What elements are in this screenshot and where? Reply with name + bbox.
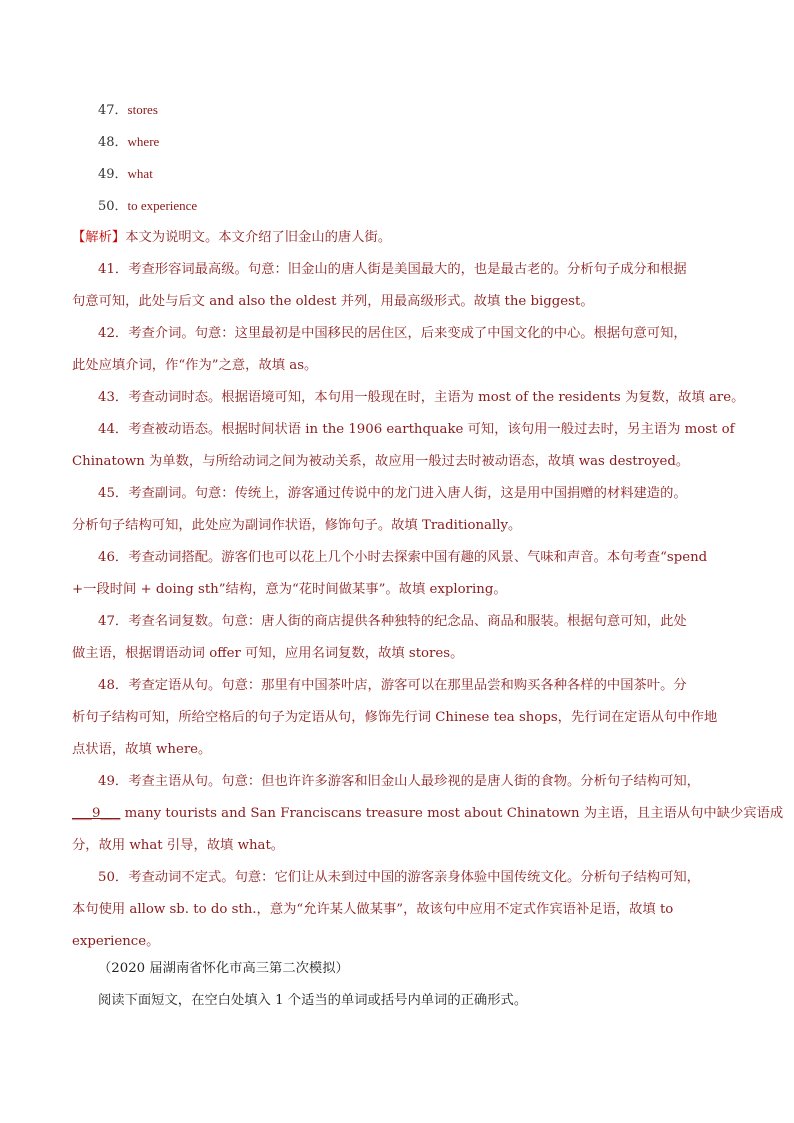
analysis-line xyxy=(72,382,745,414)
analysis-line xyxy=(72,894,722,926)
instruction-text: 阅读下面短文，在空白处填入 1 个适当的单词或括号内单词的正确形式。 xyxy=(98,993,528,1008)
analysis-line xyxy=(72,574,722,606)
analysis-line-text: 43．考查动词时态。根据语境可知，本句用一般现在时，主语为 most of the residents 为复数，故填 are。 xyxy=(98,390,745,405)
analysis-line xyxy=(72,798,784,830)
analysis-line-text: 48．考查定语从句。句意：那里有中国茶叶店，游客可以在那里品尝和购买各种各样的中国茶叶。分 xyxy=(98,678,687,693)
analysis-line xyxy=(72,286,722,318)
analysis-line-text: 析句子结构可知，所给空格后的句子为定语从句，修饰先行词 Chinese tea shops，先行词在定语从句中作地 xyxy=(72,710,718,725)
analysis-line-text: 做主语，根据谓语动词 offer 可知，应用名词复数，故填 stores。 xyxy=(72,646,464,661)
analysis-line xyxy=(72,670,722,702)
analysis-line-text: Chinatown 为单数，与所给动词之间为被动关系，故应用一般过去时被动语态，故填 was destroyed。 xyxy=(72,454,690,469)
analysis-line xyxy=(72,638,722,670)
analysis-line xyxy=(72,350,722,382)
analysis-line xyxy=(72,318,722,350)
answer-number: 49． xyxy=(98,167,128,182)
answer-item xyxy=(98,101,158,120)
analysis-tag: 【解析】 xyxy=(72,230,126,245)
answer-text: what xyxy=(127,166,153,181)
answer-text: stores xyxy=(127,102,158,117)
answer-number: 47． xyxy=(98,103,128,118)
analysis-line-text: experience。 xyxy=(72,934,160,949)
analysis-intro-line xyxy=(72,222,722,254)
analysis-line xyxy=(72,254,722,286)
answer-item xyxy=(98,165,153,184)
analysis-line xyxy=(72,606,722,638)
analysis-line-text: 46．考查动词搭配。游客们也可以花上几个小时去探索中国有趣的风景、气味和声音。本句考查“spend xyxy=(98,550,708,565)
analysis-line-text: 分析句子结构可知，此处应为副词作状语，修饰句子。故填 Traditionally。 xyxy=(72,518,522,533)
answer-text: to experience xyxy=(127,198,198,213)
analysis-line-text: 本句使用 allow sb. to do sth.，意为“允许某人做某事”，故该句中应用不定式作宾语补足语，故填 to xyxy=(72,902,674,917)
source-note: （2020 届湖南省怀化市高三第二次模拟） xyxy=(98,961,349,976)
answer-item xyxy=(98,133,159,152)
answer-number: 50． xyxy=(98,199,128,214)
analysis-line-text: 50．考查动词不定式。句意：它们让从未到过中国的游客亲身体验中国传统文化。分析句子结构可知， xyxy=(98,870,700,885)
answer-item xyxy=(98,197,197,216)
analysis-line xyxy=(72,830,722,862)
analysis-line-text: 点状语，故填 where。 xyxy=(72,742,212,757)
analysis-line xyxy=(72,766,722,798)
analysis-line-text: 47．考查名词复数。句意：唐人街的商店提供各种独特的纪念品、商品和服装。根据句意可知，此处 xyxy=(98,614,687,629)
analysis-line xyxy=(72,542,722,574)
analysis-line-text: 分，故用 what 引导，故填 what。 xyxy=(72,838,285,853)
analysis-line xyxy=(72,862,722,894)
analysis-line xyxy=(72,414,735,446)
analysis-line xyxy=(72,702,722,734)
analysis-line-text: 44．考查被动语态。根据时间状语 in the 1906 earthquake 可知，该句用一般过去时，另主语为 most of xyxy=(98,422,735,437)
analysis-line xyxy=(72,926,722,958)
analysis-line xyxy=(72,478,722,510)
analysis-line-text: 42．考查介词。句意：这里最初是中国移民的居住区，后来变成了中国文化的中心。根据句意可知， xyxy=(98,326,687,341)
answer-text: where xyxy=(127,134,160,149)
analysis-line xyxy=(72,510,722,542)
analysis-line-text: 41．考查形容词最高级。句意：旧金山的唐人街是美国最大的，也是最古老的。分析句子成分和根据 xyxy=(98,262,687,277)
answer-number: 48． xyxy=(98,135,128,150)
analysis-section xyxy=(72,222,784,958)
analysis-line xyxy=(72,734,722,766)
analysis-line-text: 49．考查主语从句。句意：但也许许多游客和旧金山人最珍视的是唐人街的食物。分析句子结构可知， xyxy=(98,774,700,789)
analysis-line-text: many tourists and San Franciscans treasure most about Chinatown 为主语，且主语从句中缺少宾语成 xyxy=(120,806,784,821)
analysis-line-text: 此处应填介词，作“作为”之意，故填 as。 xyxy=(72,358,318,373)
analysis-line xyxy=(72,446,722,478)
analysis-line-text: 45．考查副词。句意：传统上，游客通过传说中的龙门进入唐人街，这是用中国捐赠的材料建造的。 xyxy=(98,486,687,501)
analysis-intro: 本文为说明文。本文介绍了旧金山的唐人街。 xyxy=(125,230,392,245)
analysis-line-text: +一段时间 + doing sth”结构，意为“花时间做某事”。故填 exploring。 xyxy=(72,582,507,597)
blank-marker: ___9___ xyxy=(72,806,121,821)
analysis-line-text: 句意可知，此处与后文 and also the oldest 并列，用最高级形式。故填 the biggest。 xyxy=(72,294,594,309)
analysis-lines xyxy=(72,254,784,958)
